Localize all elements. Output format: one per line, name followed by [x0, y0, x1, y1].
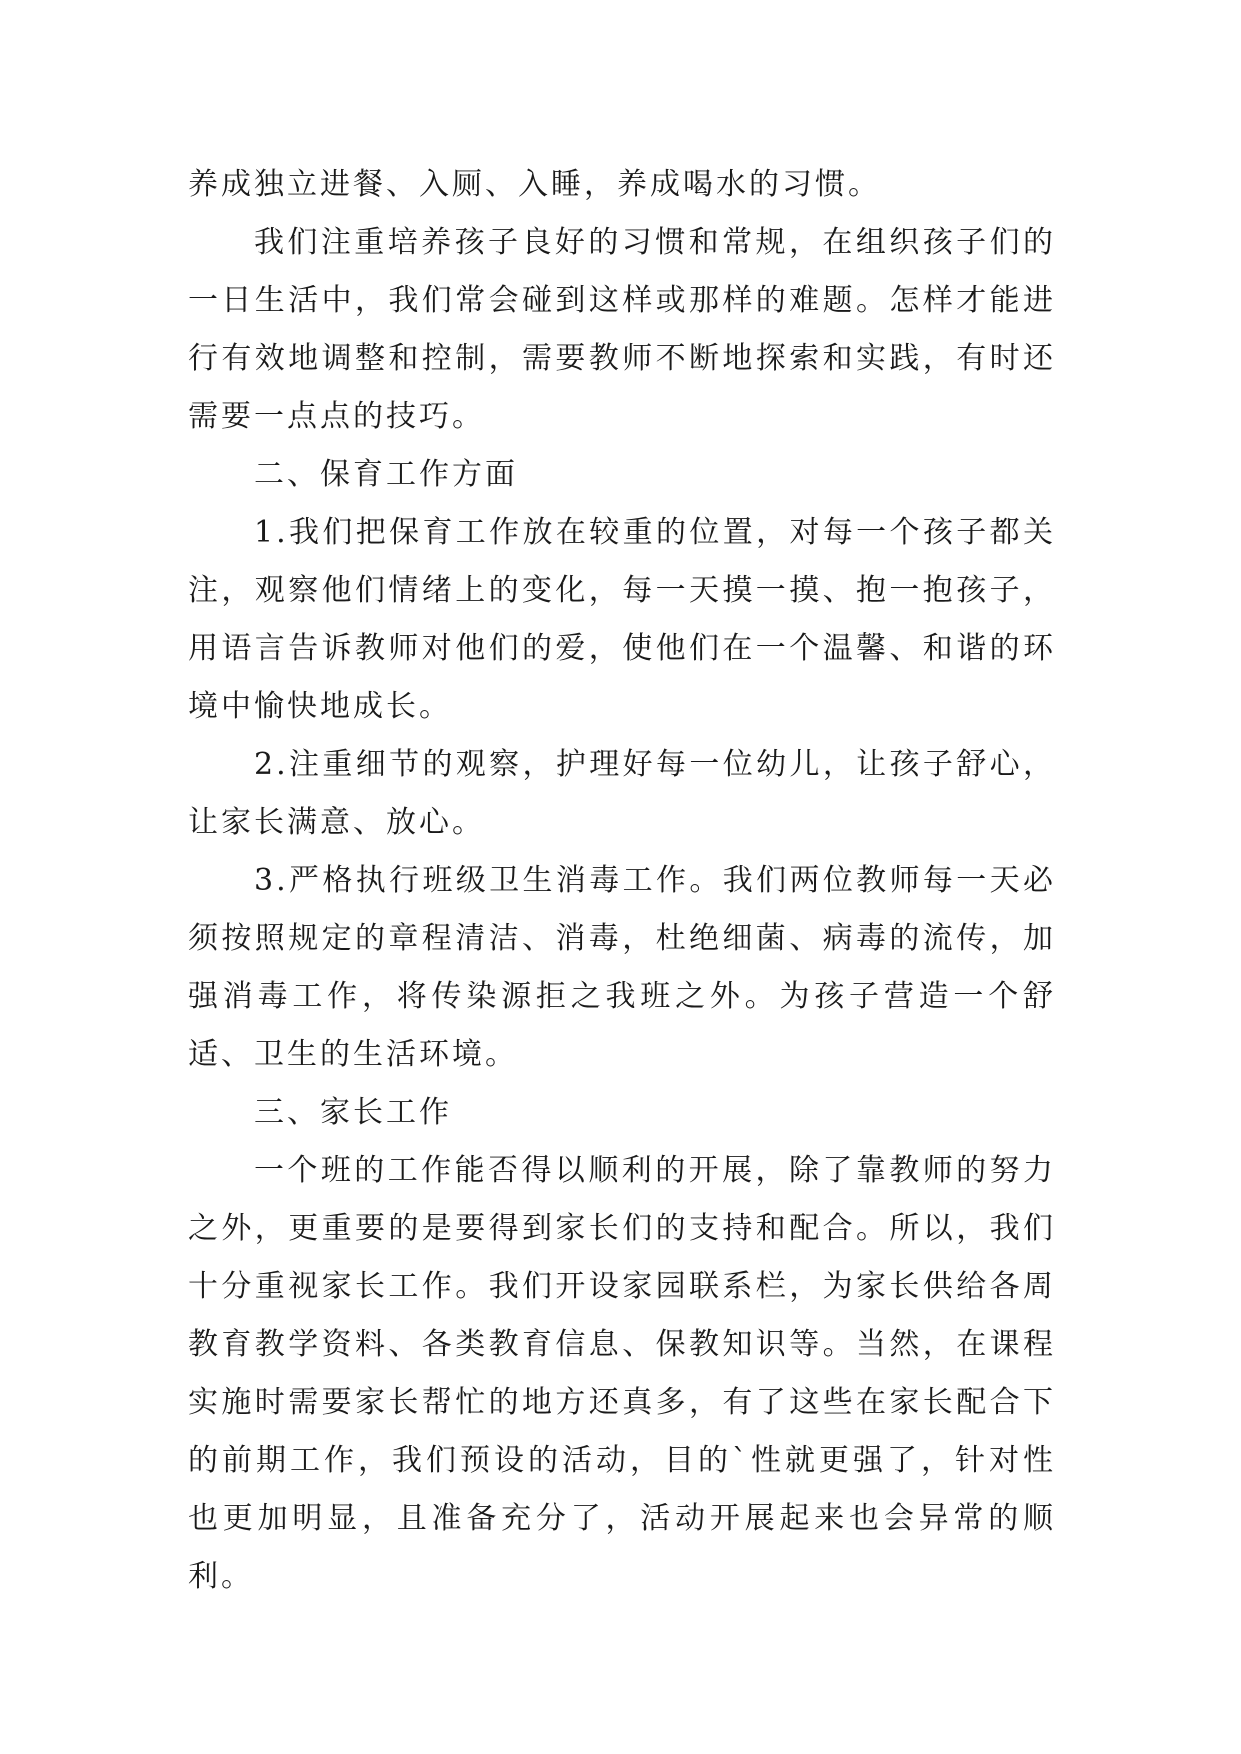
section-heading-childcare: 二、保育工作方面 — [254, 457, 518, 492]
paragraph-habits-continued: 养成独立进餐、入厕、入睡，养成喝水的习惯。 — [188, 167, 881, 202]
paragraph-childcare-item-2: 2.注重细节的观察，护理好每一位幼儿，让孩子舒心，让家长满意、放心。 — [188, 747, 1056, 840]
paragraph-parent-work: 一个班的工作能否得以顺利的开展，除了靠教师的努力之外，更重要的是要得到家长们的支持和配合。所以，我们十分重视家长工作。我们开设家园联系栏，为家长供给各周教育教学资料、各类教育信息、保教知识等。当然，在课程实施时需要家长帮忙的地方还真多，有了这些在家长配合下的前期工作，我们预设的活动，目的`性就更强了，针对性也更加明显，且准备充分了，活动开展起来也会异常的顺利。 — [188, 1153, 1056, 1594]
section-heading-parents: 三、家长工作 — [254, 1095, 452, 1130]
paragraph-childcare-item-3: 3.严格执行班级卫生消毒工作。我们两位教师每一天必须按照规定的章程清洁、消毒，杜绝细菌、病毒的流传，加强消毒工作，将传染源拒之我班之外。为孩子营造一个舒适、卫生的生活环境。 — [188, 863, 1056, 1072]
paragraph-childcare-item-1: 1.我们把保育工作放在较重的位置，对每一个孩子都关注，观察他们情绪上的变化，每一天摸一摸、抱一抱孩子，用语言告诉教师对他们的爱，使他们在一个温馨、和谐的环境中愉快地成长。 — [188, 515, 1056, 724]
paragraph-routines: 我们注重培养孩子良好的习惯和常规，在组织孩子们的一日生活中，我们常会碰到这样或那样的难题。怎样才能进行有效地调整和控制，需要教师不断地探索和实践，有时还需要一点点的技巧。 — [188, 225, 1056, 434]
document-body — [188, 156, 1056, 1606]
